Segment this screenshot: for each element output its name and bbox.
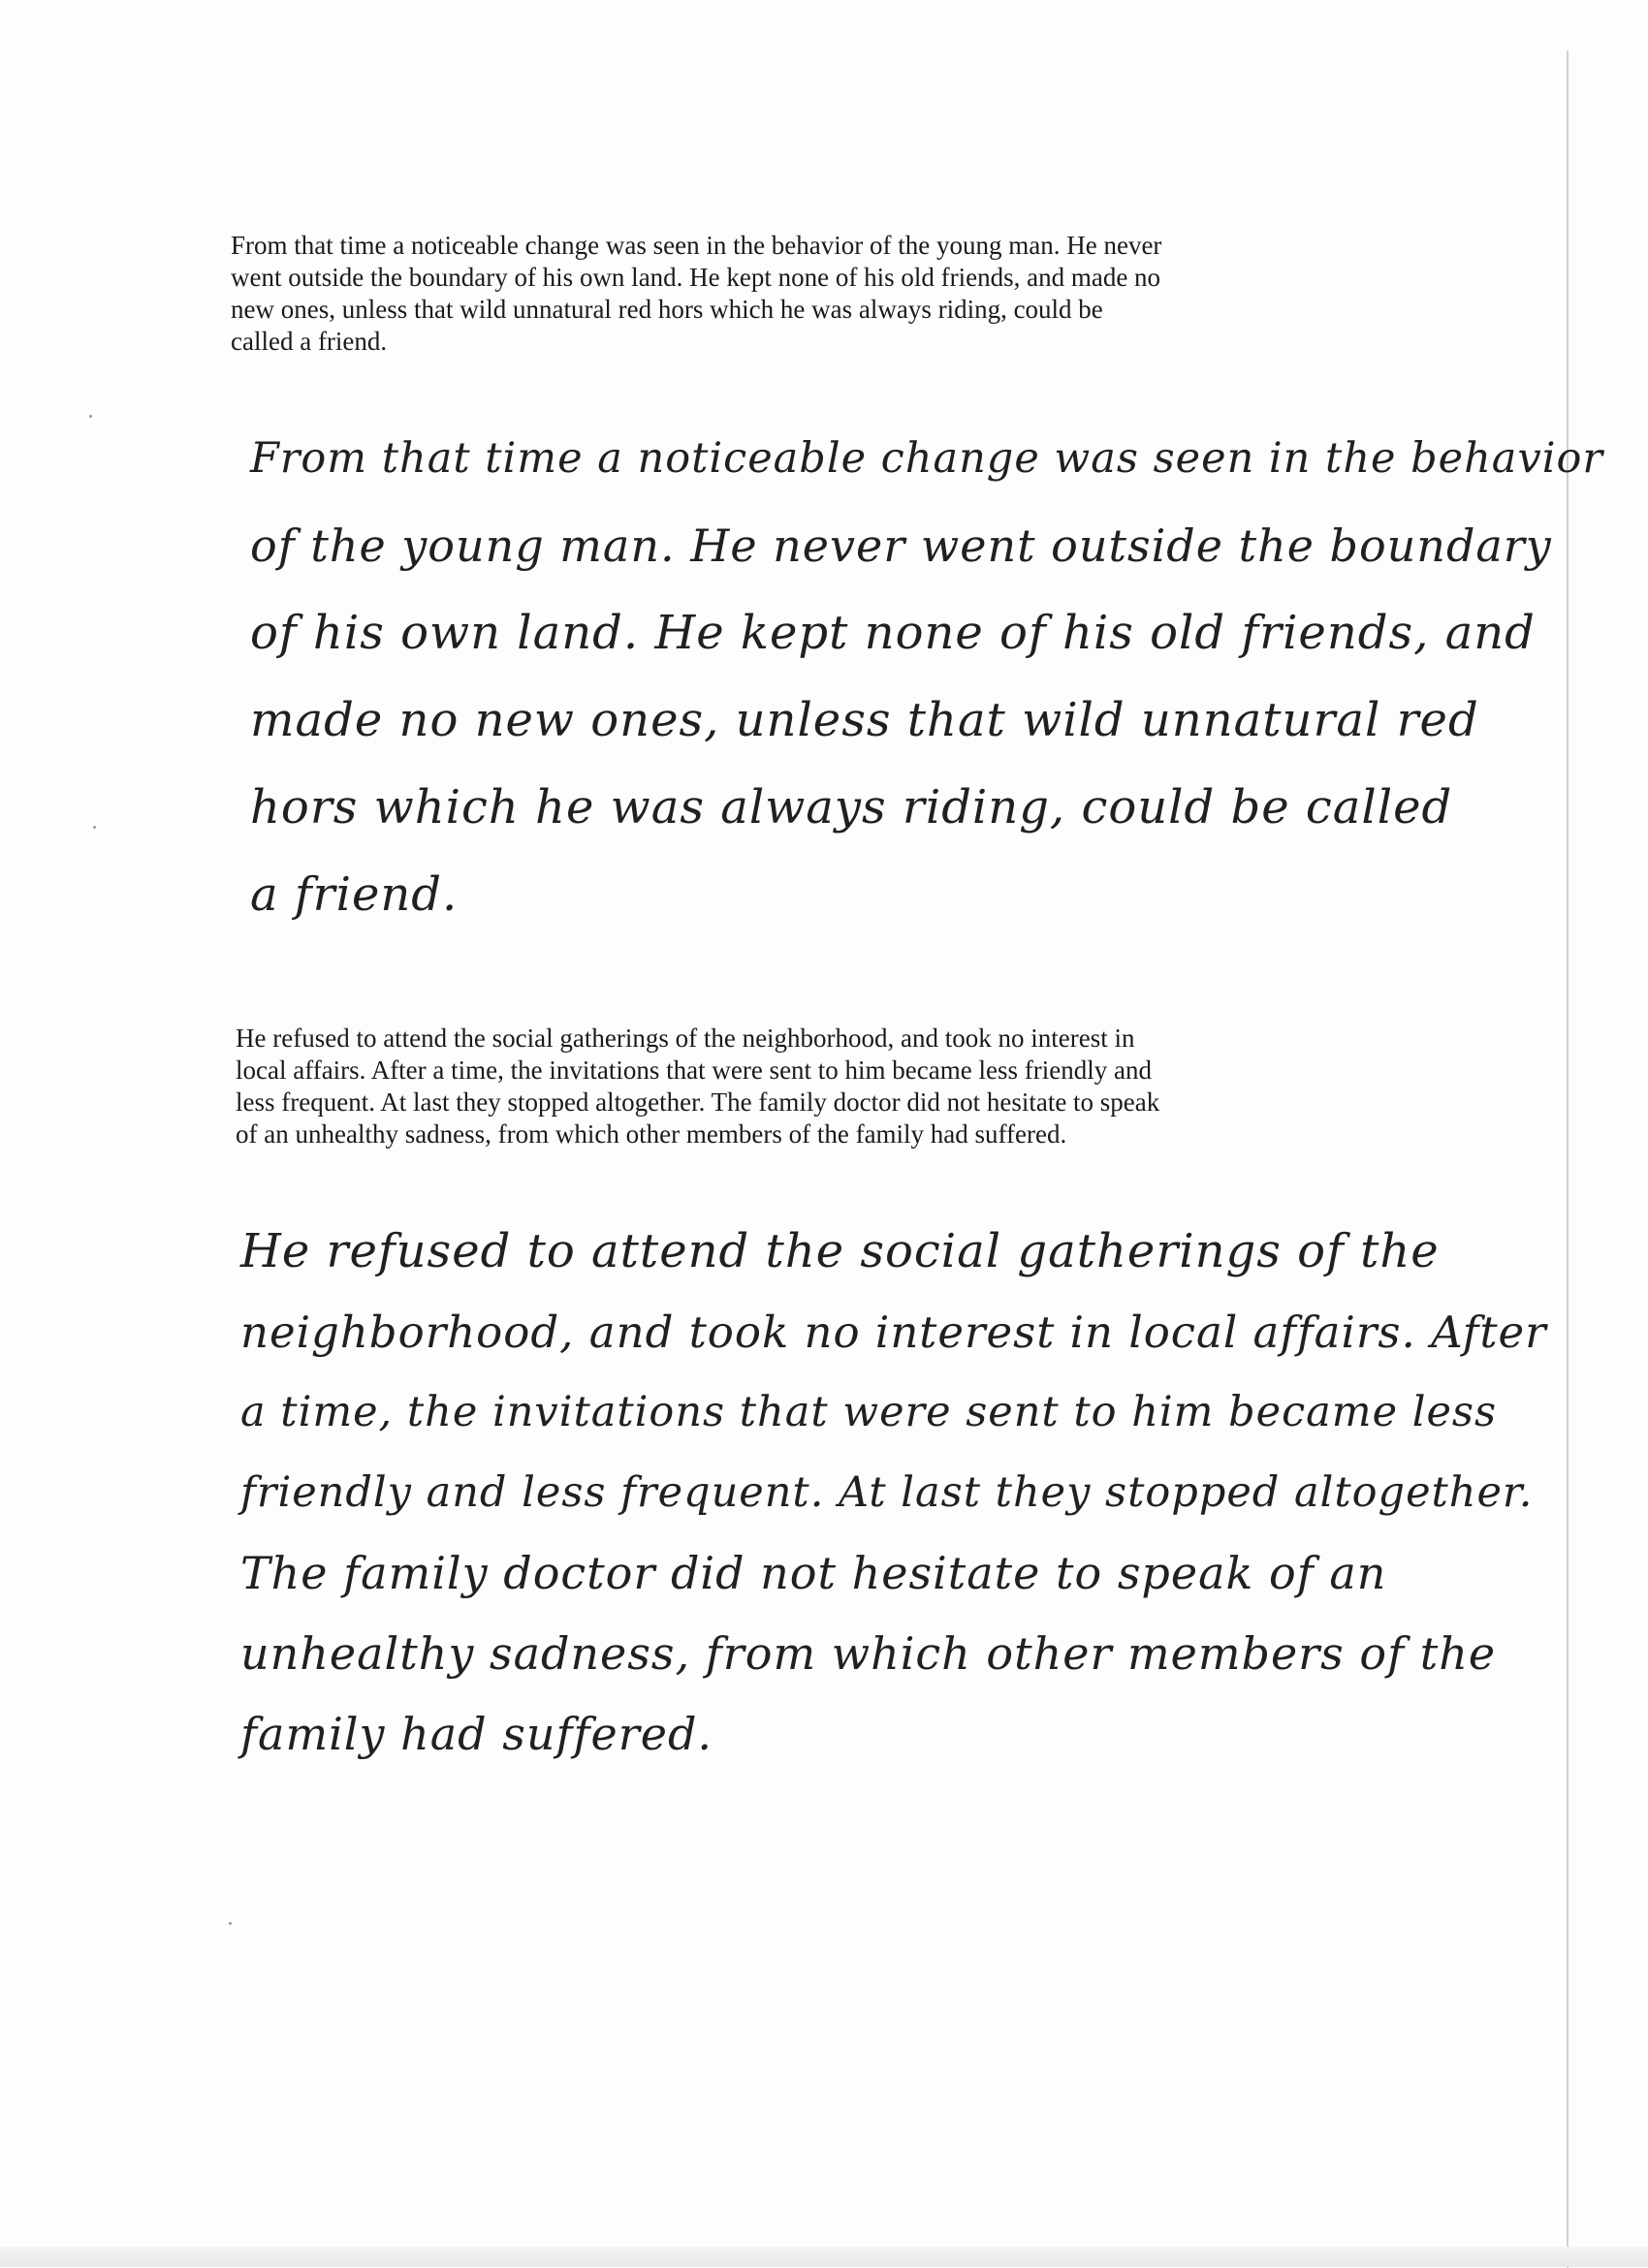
handwritten-line: a friend. [250, 867, 459, 922]
typed-line: From that time a noticeable change was seen in the behavior of the young man. He never [231, 231, 1162, 260]
handwritten-line: a time, the invitations that were sent to him became less [240, 1388, 1498, 1436]
scan-edge-bottom [0, 2247, 1648, 2267]
handwritten-line: of the young man. He never went outside the boundary [250, 520, 1552, 572]
typed-line: went outside the boundary of his own land. He kept none of his old friends, and made no [231, 263, 1161, 292]
typed-line: of an unhealthy sadness, from which other members of the family had suffered. [236, 1119, 1067, 1149]
typed-line: less frequent. At last they stopped altogether. The family doctor did not hesitate to speak [236, 1087, 1160, 1117]
handwritten-line: of his own land. He kept none of his old friends, and [250, 606, 1536, 660]
typed-line: called a friend. [231, 327, 388, 356]
handwritten-line: hors which he was always riding, could be called [250, 780, 1453, 835]
scan-edge-right [1567, 50, 1569, 2268]
typed-line: He refused to attend the social gatherings of the neighborhood, and took no interest in [236, 1024, 1135, 1053]
handwritten-line: neighborhood, and took no interest in local affairs. After [240, 1307, 1547, 1358]
typed-paragraph-1 [231, 230, 1161, 358]
handwritten-paragraph-1 [250, 415, 1603, 938]
handwritten-line: friendly and less frequent. At last they stopped altogether. [240, 1468, 1534, 1517]
handwritten-line: He refused to attend the social gatherings of the [240, 1224, 1440, 1278]
handwritten-line: unhealthy sadness, from which other members of the [240, 1627, 1497, 1680]
scan-speck [93, 826, 96, 829]
handwritten-paragraph-2 [240, 1212, 1547, 1775]
scan-speck [229, 1922, 232, 1925]
handwritten-line: made no new ones, unless that wild unnatural red [250, 693, 1479, 747]
typed-paragraph-2 [236, 1023, 1159, 1150]
handwritten-line: The family doctor did not hesitate to speak of an [240, 1547, 1387, 1599]
handwritten-line: family had suffered. [240, 1708, 713, 1760]
scan-speck [89, 415, 92, 418]
typed-line: local affairs. After a time, the invitations that were sent to him became less friendly and [236, 1055, 1152, 1085]
handwritten-line: From that time a noticeable change was seen in the behavior [250, 434, 1603, 483]
typed-line: new ones, unless that wild unnatural red hors which he was always riding, could be [231, 295, 1103, 324]
